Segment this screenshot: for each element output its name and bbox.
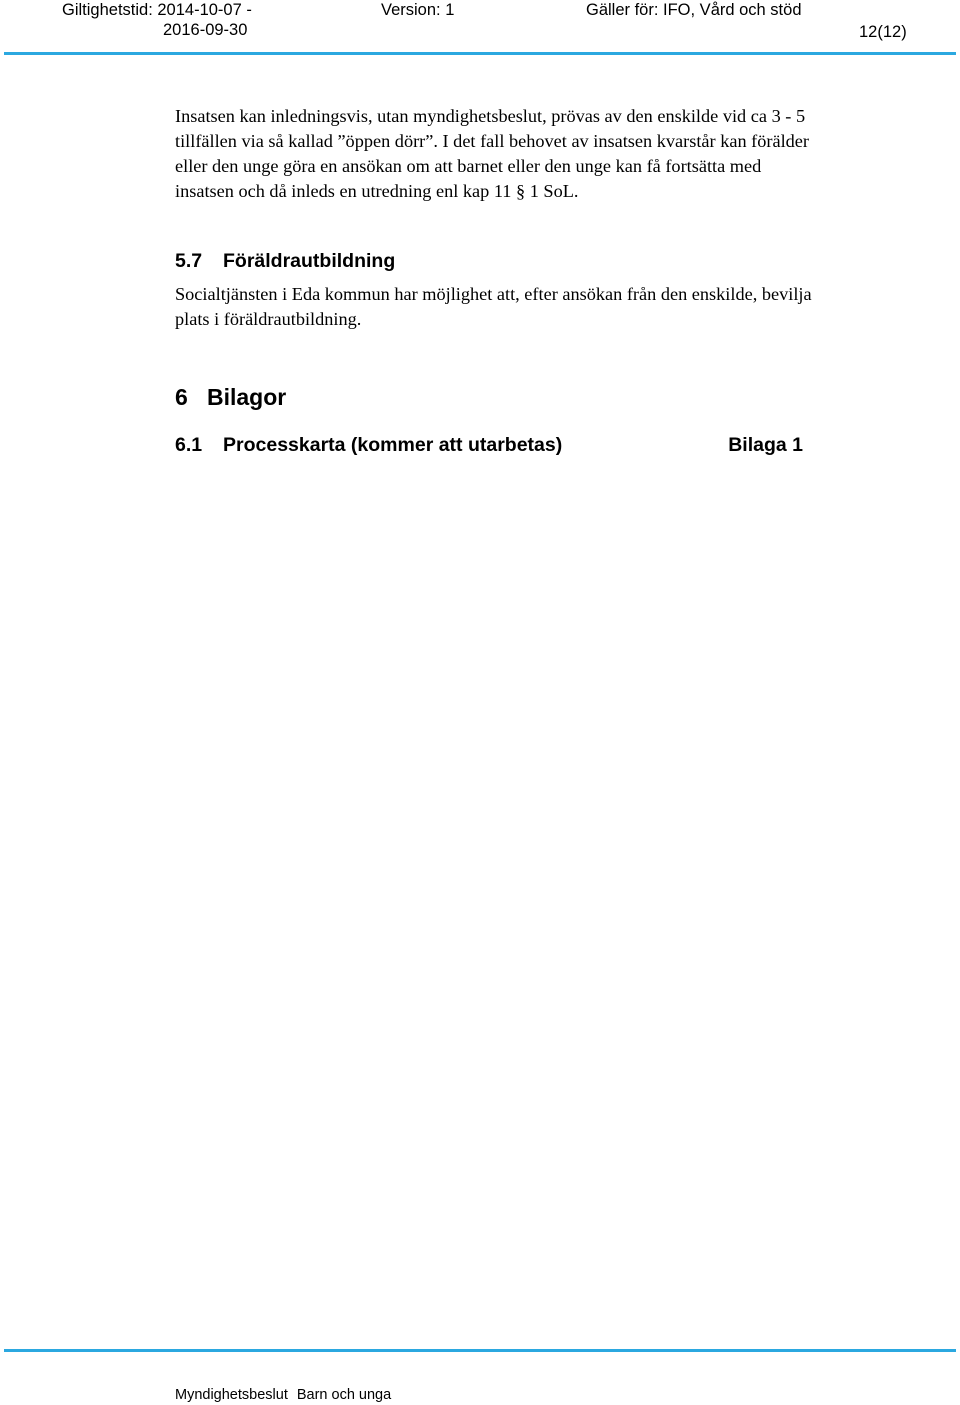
header-divider	[4, 52, 956, 55]
section-title: Processkarta (kommer att utarbetas)	[223, 434, 563, 456]
section-number: 6	[175, 384, 188, 410]
section-title: Föräldrautbildning	[223, 250, 396, 272]
footer-document-type: Myndighetsbeslut	[175, 1387, 288, 1403]
header-validity-end-date: 2016-09-30	[163, 21, 248, 39]
section-number: 6.1	[175, 434, 203, 456]
page-header	[0, 0, 960, 56]
footer-target-group: Barn och unga	[296, 1387, 392, 1403]
header-top-line	[0, 1, 960, 21]
header-applies-to: Gäller för: IFO, Vård och stöd	[586, 1, 802, 19]
section-heading-5-7	[175, 250, 395, 273]
attachment-label: Bilaga 1	[728, 434, 803, 456]
body-paragraph-parent-education: Socialtjänsten i Eda kommun har möjlighet att, efter ansökan från den enskilde, bevilja plats i föräldrautbildning.	[175, 284, 812, 329]
section-heading-6-1	[175, 434, 803, 457]
section-number: 5.7	[175, 250, 203, 272]
section-title: Bilagor	[207, 384, 287, 410]
page-footer	[175, 1387, 391, 1403]
section-heading-6	[175, 384, 286, 411]
body-paragraph-open-door: Insatsen kan inledningsvis, utan myndighetsbeslut, prövas av den enskilde vid ca 3 - 5 tillfällen via så kallad ”öppen dörr”. I det fall behovet av insatsen kvarstår kan förälder eller den unge göra en ansökan om att barnet eller den unge kan få fortsätta med insatsen och då inleds en utredning enl kap 11 § 1 SoL.	[175, 106, 810, 201]
header-validity-period: Giltighetstid: 2014-10-07 -	[62, 1, 252, 19]
header-page-number: 12(12)	[859, 23, 907, 41]
header-version: Version: 1	[381, 1, 455, 19]
footer-divider	[4, 1349, 956, 1352]
